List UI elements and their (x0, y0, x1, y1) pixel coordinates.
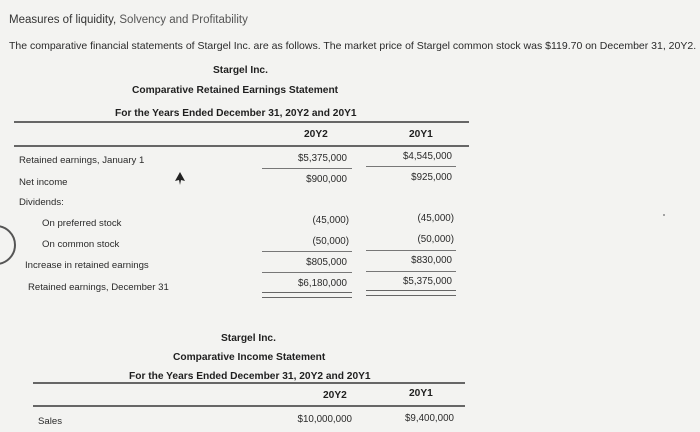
re-row-label: Retained earnings, December 31 (28, 282, 169, 293)
re-row-value-y1: $4,545,000 (402, 151, 452, 162)
re-row-label: Increase in retained earnings (25, 260, 149, 271)
re-header-rule (14, 145, 469, 147)
re-row-label: Retained earnings, January 1 (19, 155, 145, 166)
is-row-value-y1: $9,400,000 (404, 413, 454, 424)
is-col-20y1: 20Y1 (409, 388, 433, 399)
nav-circle-button[interactable] (0, 225, 16, 265)
re-underline (366, 271, 456, 272)
re-double-underline (262, 292, 352, 298)
re-row-value-y2: (45,000) (312, 215, 349, 226)
re-col-20y1: 20Y1 (409, 129, 433, 140)
stray-dot (663, 214, 665, 216)
is-title: Comparative Income Statement (173, 352, 326, 363)
re-title: Comparative Retained Earnings Statement (132, 85, 339, 96)
re-row-label: Dividends: (19, 197, 64, 208)
re-top-rule (14, 121, 469, 123)
re-row-value-y1: $925,000 (411, 172, 452, 183)
re-row-value-y2: $5,375,000 (297, 153, 347, 164)
re-row-value-y1: (50,000) (417, 234, 454, 245)
re-row-value-y2: $805,000 (306, 257, 347, 268)
re-col-20y2: 20Y2 (304, 129, 328, 140)
is-header-rule (33, 405, 465, 407)
re-underline (366, 166, 456, 167)
is-col-20y2: 20Y2 (323, 390, 347, 401)
mouse-cursor-icon (175, 172, 185, 186)
intro-text: The comparative financial statements of Stargel Inc. are as follows. The market price of Stargel common stock was $119.70 on December 31, 20Y2. (9, 40, 697, 52)
re-row-label: Net income (19, 177, 68, 188)
re-row-label: On common stock (42, 239, 120, 250)
is-period: For the Years Ended December 31, 20Y2 and 20Y1 (129, 371, 371, 382)
re-underline (262, 272, 352, 273)
re-row-value-y2: $6,180,000 (297, 278, 347, 289)
re-period: For the Years Ended December 31, 20Y2 and 20Y1 (115, 108, 357, 119)
page-header (9, 14, 248, 26)
header-title-part2: Solvency and Profitability (119, 14, 248, 26)
is-top-rule (33, 382, 465, 384)
re-underline (262, 251, 352, 252)
re-company: Stargel Inc. (213, 65, 268, 76)
is-row-value-y2: $10,000,000 (297, 414, 352, 425)
re-row-label: On preferred stock (42, 218, 122, 229)
re-row-value-y2: (50,000) (312, 236, 349, 247)
is-company: Stargel Inc. (221, 333, 276, 344)
re-underline (366, 250, 456, 251)
re-row-value-y1: $5,375,000 (402, 276, 452, 287)
re-underline (262, 168, 352, 169)
is-row-label: Sales (38, 416, 62, 427)
re-row-value-y1: $830,000 (411, 255, 452, 266)
re-double-underline (366, 290, 456, 296)
re-row-value-y2: $900,000 (306, 174, 347, 185)
header-title-part1: Measures of liquidity, (9, 14, 120, 26)
re-row-value-y1: (45,000) (417, 213, 454, 224)
